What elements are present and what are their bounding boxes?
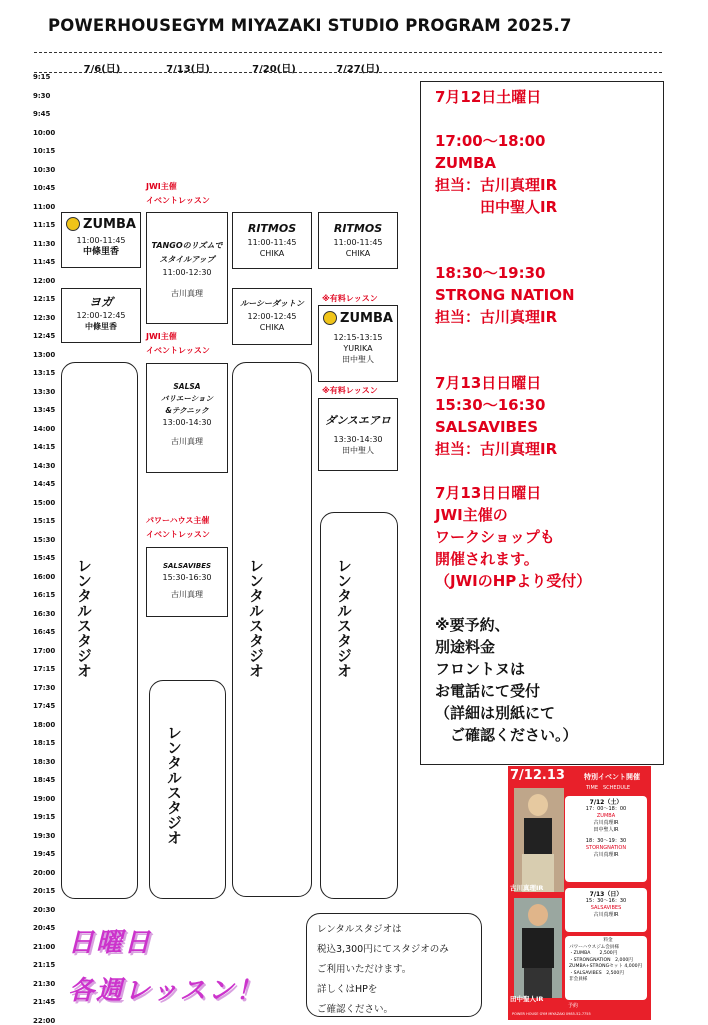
poster-date: 7/12.13 [510, 768, 565, 783]
class-time: 15:30-16:30 [162, 573, 212, 582]
event-line [435, 350, 649, 372]
event-line: STRONG NATION [435, 286, 575, 304]
event-line [435, 240, 649, 262]
class-name: SALSAVIBES [162, 562, 212, 570]
class-instructor: CHIKA [259, 323, 285, 332]
event-line: 担当：古川真理IR [435, 308, 558, 326]
person-photo-1 [514, 788, 564, 892]
poster-footer: POWER HOUSE GYM MIYAZAKI 0985-52-7755 [512, 1012, 591, 1016]
poster-day1: 7/12（土） [589, 799, 623, 806]
time-label: 10:00 [33, 128, 56, 137]
class-instructor: YURIKA [343, 344, 373, 353]
class-time: 11:00-12:30 [162, 268, 212, 277]
event-line: 17:00～18:00 [435, 132, 546, 150]
event-line: 田中聖人IR [435, 198, 558, 216]
rental-note-line: ご確認ください。 [317, 1004, 394, 1015]
class-time: 13:30-14:30 [333, 435, 383, 444]
event-note: JWI主催 イベントレッスン [146, 182, 210, 205]
class-name-3: &テクニック [165, 406, 209, 415]
salsavibes-class-card [146, 547, 228, 617]
poster-header: 特別イベント開催 [584, 773, 640, 781]
event-line [435, 218, 649, 240]
ritmos-class-card [318, 212, 398, 269]
class-instructor: 田中聖人 [342, 446, 374, 455]
tango-class-card [146, 212, 228, 324]
column-header-3: 7/20(日) [252, 64, 296, 75]
zumba-paid-class-card [318, 305, 398, 382]
event-line: ZUMBA [435, 154, 497, 172]
poster-schedule-label: TIME SCHEDULE [586, 785, 631, 791]
rental-studio-block-2 [149, 680, 226, 899]
class-name-2: スタイルアップ [159, 255, 215, 264]
poster-reserve: 予約 [568, 1003, 579, 1009]
rental-studio-block-1 [61, 362, 138, 899]
event-line: 別途料金 [435, 638, 496, 656]
time-label: 21:30 [33, 979, 56, 988]
class-time: 13:00-14:30 [162, 418, 212, 427]
poster-fee-6: 非会員様 [569, 977, 588, 982]
time-label: 10:15 [33, 147, 56, 155]
top-divider [34, 52, 662, 53]
class-instructor: CHIKA [345, 249, 371, 258]
time-label: 11:30 [33, 239, 56, 248]
dance-aero-class-card [318, 398, 398, 471]
time-label: 14:45 [33, 480, 56, 488]
time-label: 17:00 [33, 646, 56, 655]
time-label: 19:00 [33, 794, 56, 803]
class-instructor: 中條里香 [85, 322, 117, 331]
class-time: 11:00-11:45 [333, 238, 383, 247]
event-line [435, 108, 649, 130]
time-label: 17:15 [33, 665, 56, 673]
rental-label: レンタルスタジオ [335, 558, 353, 678]
event-line: ワークショップも [435, 528, 555, 546]
time-label: 12:45 [33, 332, 56, 340]
poster-fee-panel [565, 936, 647, 1000]
lucy-datton-class-card [232, 288, 312, 345]
poster-day1-panel [565, 796, 647, 882]
event-note: JWI主催 イベントレッスン [146, 332, 210, 355]
time-label: 12:15 [33, 295, 56, 303]
event-info-panel [420, 81, 664, 765]
time-label: 11:00 [33, 202, 56, 211]
poster-fee-1: パワーハウスジム会員様 [569, 944, 619, 950]
rental-label: レンタルスタジオ [165, 725, 183, 845]
event-note: パワーハウス主催 イベントレッスン [146, 516, 210, 539]
time-label: 12:00 [33, 276, 56, 285]
time-label: 15:45 [33, 554, 56, 562]
sunday-promo-line1: 日曜日 [68, 928, 153, 958]
event-line: 15:30～16:30 [435, 396, 546, 414]
time-label: 16:30 [33, 609, 56, 618]
time-label: 17:30 [33, 683, 56, 692]
event-line: お電話にて受付 [435, 682, 541, 700]
class-name-2: バリエーション [160, 394, 214, 403]
poster-fee-2: ・ZUMBA 2,500円 [569, 951, 618, 956]
time-label: 16:45 [33, 628, 56, 636]
class-name: ダンスエアロ [325, 414, 391, 427]
poster-time-3: 15：30～16：30 [585, 898, 627, 904]
class-name: RITMOS [247, 222, 297, 235]
poster-program-2: STORNGNATION [585, 845, 627, 851]
time-label: 16:15 [33, 591, 56, 599]
page-title: POWERHOUSEGYM MIYAZAKI STUDIO PROGRAM 2025.7 [48, 16, 572, 35]
poster-fee-3: ・STRONGNATION 2,000円 [569, 957, 633, 963]
event-line: 7月13日日曜日 [435, 484, 542, 502]
time-label: 9:30 [33, 91, 51, 100]
time-label: 14:00 [33, 424, 56, 433]
time-label: 19:15 [33, 813, 56, 821]
time-label: 19:45 [33, 850, 56, 858]
time-label: 21:00 [33, 942, 56, 951]
time-label: 15:15 [33, 517, 56, 525]
time-label: 11:15 [33, 221, 56, 229]
column-header-2: 7/13(日) [166, 64, 210, 75]
salsa-class-card [146, 363, 228, 473]
event-line: （JWIのHPより受付） [435, 572, 592, 590]
time-label: 15:30 [33, 535, 56, 544]
class-instructor: 古川真理 [171, 590, 203, 599]
rental-studio-block-4 [320, 512, 398, 899]
class-name: SALSA [173, 382, 201, 391]
class-name: ヨガ [88, 295, 113, 309]
event-line [435, 460, 649, 482]
paid-lesson-note: ※有料レッスン [322, 386, 378, 395]
poster-day2-panel [565, 888, 647, 932]
poster-day2: 7/13（日） [589, 891, 623, 898]
rental-note-box [306, 913, 482, 1017]
time-label: 18:00 [33, 720, 56, 729]
class-instructor-2: 田中聖人 [342, 355, 374, 364]
poster-instructor-1: 古川真理IR [593, 820, 619, 826]
class-name: RITMOS [333, 222, 383, 235]
ritmos-class-card [232, 212, 312, 269]
class-instructor: CHIKA [259, 249, 285, 258]
poster-name-1: 古川真理IR [510, 884, 544, 892]
class-time: 12:15-13:15 [333, 333, 383, 342]
time-label: 21:15 [33, 961, 56, 969]
time-label: 10:45 [33, 184, 56, 192]
time-label: 9:15 [33, 73, 51, 81]
event-line: ご確認ください。） [435, 726, 578, 744]
time-label: 20:45 [33, 924, 56, 932]
event-line: ※要予約、 [435, 616, 510, 634]
time-label: 13:30 [33, 387, 56, 396]
person-photo-2 [514, 898, 562, 998]
time-label: 15:00 [33, 498, 56, 507]
time-label: 16:00 [33, 572, 56, 581]
class-name: ルーシーダットン [240, 299, 304, 308]
event-line: 開催されます。 [435, 550, 539, 568]
rental-label: レンタルスタジオ [75, 558, 93, 678]
poster-time-2: 18：30～19：30 [585, 838, 627, 844]
poster-name-2: 田中聖人IR [510, 995, 544, 1003]
event-info-text [435, 86, 649, 746]
event-line: フロントヌは [435, 660, 526, 678]
class-instructor: 中條里香 [82, 247, 119, 257]
event-line: 担当：古川真理IR [435, 440, 558, 458]
event-line: 7月13日日曜日 [435, 374, 542, 392]
event-line: 18:30～19:30 [435, 264, 546, 282]
yoga-class-card [61, 288, 141, 343]
time-label: 20:15 [33, 887, 56, 895]
time-label: 17:45 [33, 702, 56, 710]
event-line: JWI主催の [435, 506, 508, 524]
time-label: 14:15 [33, 443, 56, 451]
event-line: 担当：古川真理IR [435, 176, 558, 194]
event-line: 7月12日土曜日 [435, 88, 542, 106]
event-poster [508, 766, 651, 1020]
poster-instructor-2: 田中聖人IR [593, 827, 619, 833]
poster-fee-5: ・SALSAVIBES 2,500円 [569, 970, 624, 976]
time-label: 20:30 [33, 905, 56, 914]
class-time: 12:00-12:45 [76, 311, 126, 320]
event-line: （詳細は別紙にて [435, 704, 556, 722]
zumba-class-card [61, 212, 141, 268]
time-label: 21:45 [33, 998, 56, 1006]
sunday-promo-line2: 各週レッスン！ [68, 976, 264, 1006]
time-label: 9:45 [33, 110, 51, 118]
event-line: SALSAVIBES [435, 418, 539, 436]
time-label: 13:45 [33, 406, 56, 414]
time-label: 19:30 [33, 831, 56, 840]
time-label: 11:45 [33, 258, 56, 266]
time-label: 18:30 [33, 757, 56, 766]
column-header-1: 7/6(日) [83, 64, 121, 75]
poster-fee-title: 料金 [603, 938, 613, 943]
column-header-4: 7/27(日) [336, 64, 380, 75]
paid-lesson-note: ※有料レッスン [322, 294, 378, 303]
rental-note-line: 税込3,300円にてスタジオのみ [317, 944, 449, 955]
zumba-logo: ZUMBA [66, 217, 136, 232]
poster-fee-4: ZUMBA+STRONGセット 4,000円 [569, 964, 643, 969]
time-label: 22:00 [33, 1016, 56, 1025]
poster-program-1: ZUMBA [596, 813, 616, 819]
poster-instructor-4: 古川真理IR [593, 912, 619, 918]
time-label: 18:15 [33, 739, 56, 747]
rental-label: レンタルスタジオ [247, 558, 265, 678]
rental-note-line: レンタルスタジオは [317, 924, 402, 935]
event-line [435, 592, 649, 614]
time-label: 13:15 [33, 369, 56, 377]
time-label: 14:30 [33, 461, 56, 470]
time-label: 20:00 [33, 868, 56, 877]
class-time: 11:00-11:45 [247, 238, 297, 247]
event-line [435, 328, 649, 350]
poster-instructor-3: 古川真理IR [593, 852, 619, 858]
zumba-logo: ZUMBA [323, 311, 393, 326]
poster-time-1: 17：00～18：00 [585, 806, 627, 812]
time-label: 12:30 [33, 313, 56, 322]
poster-program-3: SALSAVIBES [590, 905, 622, 911]
class-name: TANGOのリズムで [151, 241, 223, 250]
time-label: 13:00 [33, 350, 56, 359]
time-label: 10:30 [33, 165, 56, 174]
class-time: 12:00-12:45 [247, 312, 297, 321]
class-time: 11:00-11:45 [76, 236, 126, 245]
class-instructor: 古川真理 [171, 437, 203, 446]
rental-studio-block-3 [232, 362, 312, 897]
rental-note-line: ご利用いただけます。 [317, 964, 412, 975]
time-label: 18:45 [33, 776, 56, 784]
class-instructor: 古川真理 [171, 289, 203, 298]
rental-note-line: 詳しくはHPを [317, 984, 378, 995]
